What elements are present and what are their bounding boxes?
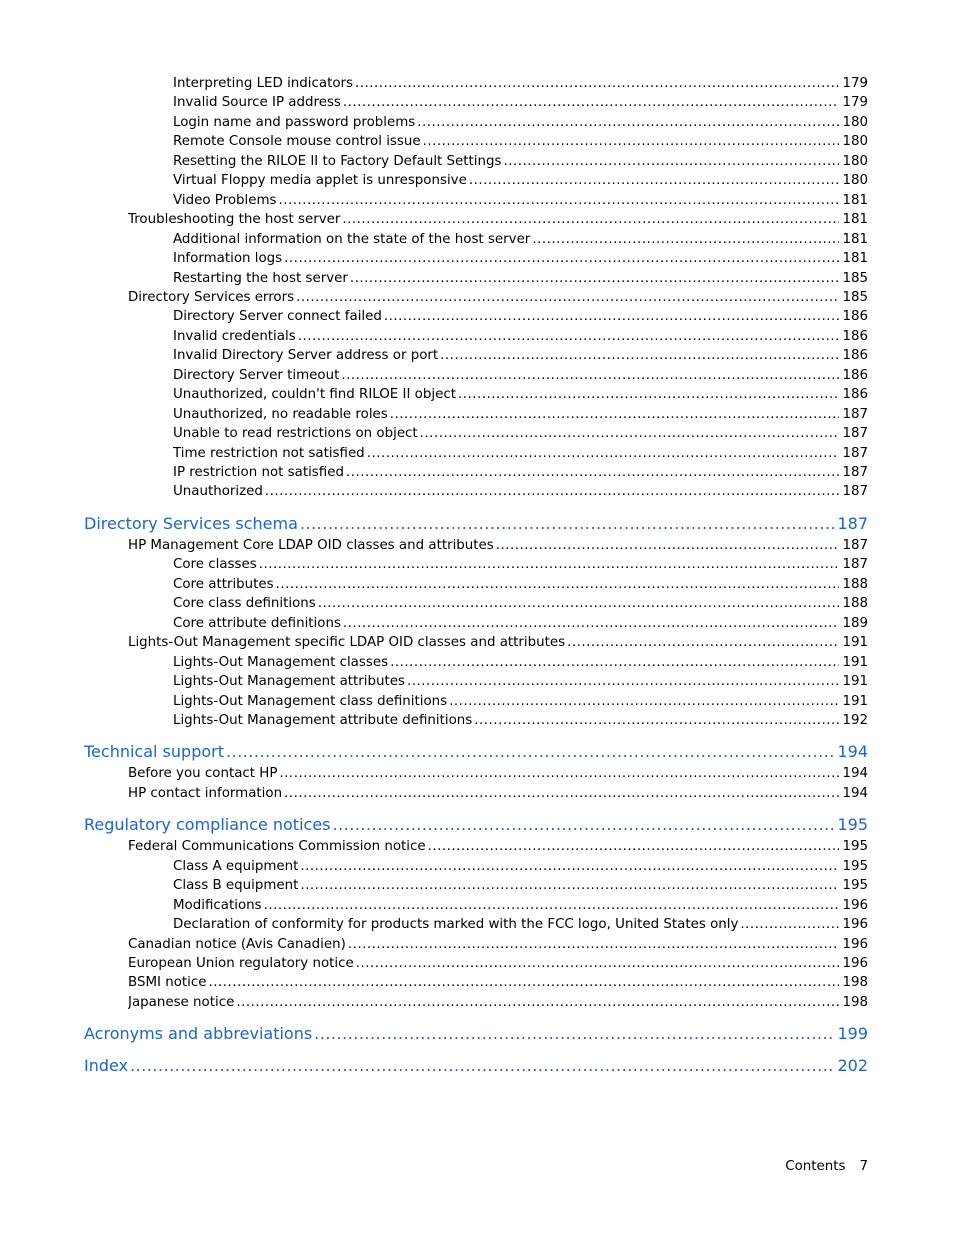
toc-entry-page: 198 <box>842 975 868 991</box>
toc-entry-title: Canadian notice (Avis Canadien) <box>128 936 346 952</box>
toc-dot-leader <box>474 713 839 728</box>
toc-entry-title: Core class definitions <box>173 596 316 612</box>
toc-dot-leader <box>300 859 839 874</box>
toc-dot-leader <box>259 557 840 572</box>
toc-entry-title: Lights-Out Management class definitions <box>173 693 448 709</box>
toc-entry-title: BSMI notice <box>128 975 207 991</box>
toc-chapter-entry[interactable] <box>84 742 868 761</box>
toc-entry[interactable] <box>173 484 868 499</box>
toc-dot-leader <box>367 446 840 461</box>
toc-entry-title: Before you contact HP <box>128 766 278 782</box>
toc-entry[interactable] <box>173 76 868 91</box>
toc-entry-page: 181 <box>842 212 868 228</box>
toc-entry-page: 199 <box>837 1024 868 1044</box>
toc-entry-page: 188 <box>842 576 868 592</box>
toc-entry-page: 196 <box>842 917 868 933</box>
toc-entry-page: 198 <box>842 994 868 1010</box>
toc-entry[interactable] <box>173 655 868 670</box>
toc-entry[interactable] <box>128 635 868 650</box>
toc-entry[interactable] <box>173 95 868 110</box>
toc-entry-title: Unauthorized, no readable roles <box>173 406 388 422</box>
toc-entry-title: Class A equipment <box>173 858 299 874</box>
toc-dot-leader <box>341 368 839 383</box>
toc-entry[interactable] <box>128 212 868 227</box>
toc-entry-title: HP contact information <box>128 785 283 801</box>
toc-entry-title: Information logs <box>173 251 283 267</box>
toc-dot-leader <box>355 76 839 91</box>
toc-entry-title: Unauthorized, couldn't find RILOE II object <box>173 387 456 403</box>
toc-entry-page: 188 <box>842 596 868 612</box>
toc-dot-leader <box>300 878 839 893</box>
page-footer <box>785 1159 868 1174</box>
toc-dot-leader <box>346 465 839 480</box>
toc-entry-page: 181 <box>842 231 868 247</box>
toc-entry[interactable] <box>173 368 868 383</box>
toc-dot-leader <box>342 212 839 227</box>
toc-entry-page: 195 <box>842 878 868 894</box>
toc-dot-leader <box>284 786 839 801</box>
toc-entry-title: Remote Console mouse control issue <box>173 134 421 150</box>
toc-entry-title: Lights-Out Management attribute definitions <box>173 712 473 728</box>
toc-dot-leader <box>265 484 840 499</box>
toc-entry-title: Directory Server timeout <box>173 367 340 383</box>
toc-dot-leader <box>350 271 840 286</box>
toc-entry-page: 187 <box>842 484 868 500</box>
toc-entry-title: Directory Server connect failed <box>173 309 382 325</box>
toc-entry-page: 191 <box>842 674 868 690</box>
toc-entry-page: 194 <box>842 785 868 801</box>
toc-entry[interactable] <box>173 173 868 188</box>
toc-entry-page: 196 <box>842 936 868 952</box>
toc-entry[interactable] <box>128 975 868 990</box>
toc-entry-title: Technical support <box>84 742 224 762</box>
toc-entry[interactable] <box>173 251 868 266</box>
toc-entry-title: Declaration of conformity for products marked with the FCC logo, United States only <box>173 917 739 933</box>
toc-dot-leader <box>469 173 840 188</box>
toc-dot-leader <box>279 766 839 781</box>
toc-entry-page: 187 <box>842 445 868 461</box>
toc-entry-page: 187 <box>842 465 868 480</box>
toc-dot-leader <box>279 193 840 208</box>
toc-dot-leader <box>333 815 835 834</box>
toc-entry[interactable] <box>173 329 868 344</box>
toc-entry-title: Restarting the host server <box>173 270 348 286</box>
toc-entry-page: 186 <box>842 309 868 325</box>
toc-entry[interactable] <box>173 596 868 611</box>
toc-entry[interactable] <box>173 713 868 728</box>
toc-entry-page: 196 <box>842 897 868 913</box>
toc-entry-title: Directory Services schema <box>84 513 298 533</box>
toc-entry-page: 189 <box>842 615 868 631</box>
toc-dot-leader <box>390 655 839 670</box>
toc-entry-page: 186 <box>842 367 868 383</box>
toc-chapter-entry[interactable] <box>84 1056 868 1075</box>
toc-entry-page: 180 <box>842 173 868 189</box>
toc-entry-title: Troubleshooting the host server <box>128 212 341 228</box>
toc-entry-page: 180 <box>842 134 868 150</box>
toc-entry[interactable] <box>128 786 868 801</box>
toc-entry-title: Lights-Out Management attributes <box>173 674 405 690</box>
toc-dot-leader <box>356 956 840 971</box>
toc-entry[interactable] <box>173 407 868 422</box>
toc-entry-page: 195 <box>842 858 868 874</box>
toc-entry-page: 187 <box>842 557 868 573</box>
toc-entry[interactable] <box>173 134 868 149</box>
toc-entry-page: 179 <box>842 76 868 91</box>
toc-entry-page: 187 <box>842 537 868 553</box>
toc-dot-leader <box>284 251 839 266</box>
toc-dot-leader <box>298 329 840 344</box>
toc-dot-leader <box>496 538 840 553</box>
toc-entry[interactable] <box>173 878 868 893</box>
toc-entry-page: 191 <box>842 693 868 709</box>
toc-entry[interactable] <box>173 898 868 913</box>
toc-dot-leader <box>226 742 834 761</box>
toc-entry-page: 180 <box>842 153 868 169</box>
toc-entry-title: Resetting the RILOE II to Factory Default Settings <box>173 153 502 169</box>
toc-dot-leader <box>300 514 835 533</box>
toc-entry[interactable] <box>173 154 868 169</box>
toc-entry[interactable] <box>128 839 868 854</box>
toc-dot-leader <box>740 917 839 932</box>
toc-entry-title: Unable to read restrictions on object <box>173 426 418 442</box>
toc-entry-title: Directory Services errors <box>128 289 295 305</box>
toc-entry[interactable] <box>173 193 868 208</box>
toc-entry[interactable] <box>173 446 868 461</box>
toc-entry-title: Invalid credentials <box>173 328 296 344</box>
toc-entry-title: Invalid Directory Server address or port <box>173 348 439 364</box>
toc-dot-leader <box>567 635 839 650</box>
toc-entry-title: Core attribute definitions <box>173 615 341 631</box>
toc-entry[interactable] <box>173 694 868 709</box>
toc-entry[interactable] <box>128 290 868 305</box>
toc-entry-title: Core classes <box>173 557 257 573</box>
toc-entry-page: 181 <box>842 251 868 267</box>
toc-entry-title: Additional information on the state of the host server <box>173 231 531 247</box>
toc-dot-leader <box>318 596 840 611</box>
toc-entry-page: 195 <box>842 839 868 855</box>
toc-entry-title: Video Problems <box>173 192 277 208</box>
toc-dot-leader <box>420 426 840 441</box>
toc-chapter-entry[interactable] <box>84 815 868 834</box>
toc-entry[interactable] <box>128 956 868 971</box>
toc-entry-title: Regulatory compliance notices <box>84 815 331 835</box>
toc-entry-title: Time restriction not satisfied <box>173 445 365 461</box>
toc-entry-page: 186 <box>842 328 868 344</box>
toc-entry-title: IP restriction not satisfied <box>173 465 344 480</box>
toc-entry-page: 194 <box>842 766 868 782</box>
toc-entry[interactable] <box>173 309 868 324</box>
toc-dot-leader <box>236 995 839 1010</box>
toc-dot-leader <box>503 154 839 169</box>
toc-entry[interactable] <box>173 232 868 247</box>
toc-entry[interactable] <box>173 465 868 480</box>
toc-dot-leader <box>449 694 839 709</box>
toc-entry-title: HP Management Core LDAP OID classes and attributes <box>128 537 494 553</box>
toc-entry-title: Lights-Out Management specific LDAP OID classes and attributes <box>128 635 566 651</box>
toc-entry-title: Lights-Out Management classes <box>173 654 389 670</box>
toc-entry[interactable] <box>173 917 868 932</box>
toc-dot-leader <box>343 616 840 631</box>
toc-entry[interactable] <box>173 859 868 874</box>
toc-entry-title: Modifications <box>173 897 262 913</box>
toc-entry-title: Invalid Source IP address <box>173 95 341 111</box>
toc-entry-page: 187 <box>837 513 868 533</box>
toc-entry-title: Japanese notice <box>128 994 235 1010</box>
toc-entry-page: 185 <box>842 289 868 305</box>
toc-entry[interactable] <box>128 995 868 1010</box>
toc-dot-leader <box>458 387 839 402</box>
toc-entry-page: 187 <box>842 426 868 442</box>
toc-entry-page: 186 <box>842 387 868 403</box>
toc-entry-title: Class B equipment <box>173 878 299 894</box>
toc-entry[interactable] <box>173 426 868 441</box>
toc-entry[interactable] <box>173 348 868 363</box>
toc-entry[interactable] <box>173 387 868 402</box>
toc-entry-page: 187 <box>842 406 868 422</box>
toc-entry-title: Acronyms and abbreviations <box>84 1024 313 1044</box>
toc-dot-leader <box>264 898 840 913</box>
toc-entry-page: 191 <box>842 654 868 670</box>
toc-dot-leader <box>348 937 840 952</box>
toc-entry-title: Unauthorized <box>173 484 263 500</box>
toc-entry[interactable] <box>128 937 868 952</box>
toc-chapter-entry[interactable] <box>84 514 868 533</box>
toc-dot-leader <box>532 232 839 247</box>
toc-entry[interactable] <box>128 766 868 781</box>
toc-chapter-entry[interactable] <box>84 1024 868 1043</box>
toc-entry[interactable] <box>173 115 868 130</box>
toc-entry-title: European Union regulatory notice <box>128 956 354 971</box>
toc-dot-leader <box>384 309 840 324</box>
toc-entry[interactable] <box>173 616 868 631</box>
toc-entry-page: 191 <box>842 635 868 651</box>
footer-label: Contents <box>785 1159 846 1174</box>
toc-dot-leader <box>390 407 840 422</box>
toc-dot-leader <box>417 115 839 130</box>
toc-dot-leader <box>276 577 840 592</box>
toc-entry-title: Core attributes <box>173 576 274 592</box>
toc-entry[interactable] <box>128 538 868 553</box>
toc-dot-leader <box>296 290 839 305</box>
toc-entry-page: 196 <box>842 956 868 971</box>
toc-entry[interactable] <box>173 557 868 572</box>
toc-dot-leader <box>428 839 840 854</box>
toc-dot-leader <box>130 1056 834 1075</box>
toc-entry-page: 180 <box>842 114 868 130</box>
toc-dot-leader <box>343 95 840 110</box>
toc-entry-title: Federal Communications Commission notice <box>128 839 426 855</box>
toc-entry-page: 192 <box>842 712 868 728</box>
toc-entry-page: 186 <box>842 348 868 364</box>
toc-dot-leader <box>314 1024 834 1043</box>
toc-entry-page: 195 <box>837 815 868 835</box>
toc-dot-leader <box>440 348 839 363</box>
toc-dot-leader <box>407 674 839 689</box>
toc-entry[interactable] <box>173 674 868 689</box>
toc-entry-page: 181 <box>842 192 868 208</box>
toc-entry-page: 202 <box>837 1056 868 1076</box>
toc-entry-title: Login name and password problems <box>173 114 416 130</box>
toc-entry-title: Virtual Floppy media applet is unresponsive <box>173 173 467 189</box>
toc-entry-page: 179 <box>842 95 868 111</box>
toc-dot-leader <box>423 134 840 149</box>
toc-entry[interactable] <box>173 577 868 592</box>
toc-entry-title: Index <box>84 1056 129 1076</box>
toc-entry-page: 194 <box>837 742 868 762</box>
toc-entry[interactable] <box>173 271 868 286</box>
toc-dot-leader <box>208 975 839 990</box>
toc-entry-page: 185 <box>842 270 868 286</box>
footer-page-number: 7 <box>859 1159 868 1174</box>
toc-entry-title: Interpreting LED indicators <box>173 76 354 91</box>
